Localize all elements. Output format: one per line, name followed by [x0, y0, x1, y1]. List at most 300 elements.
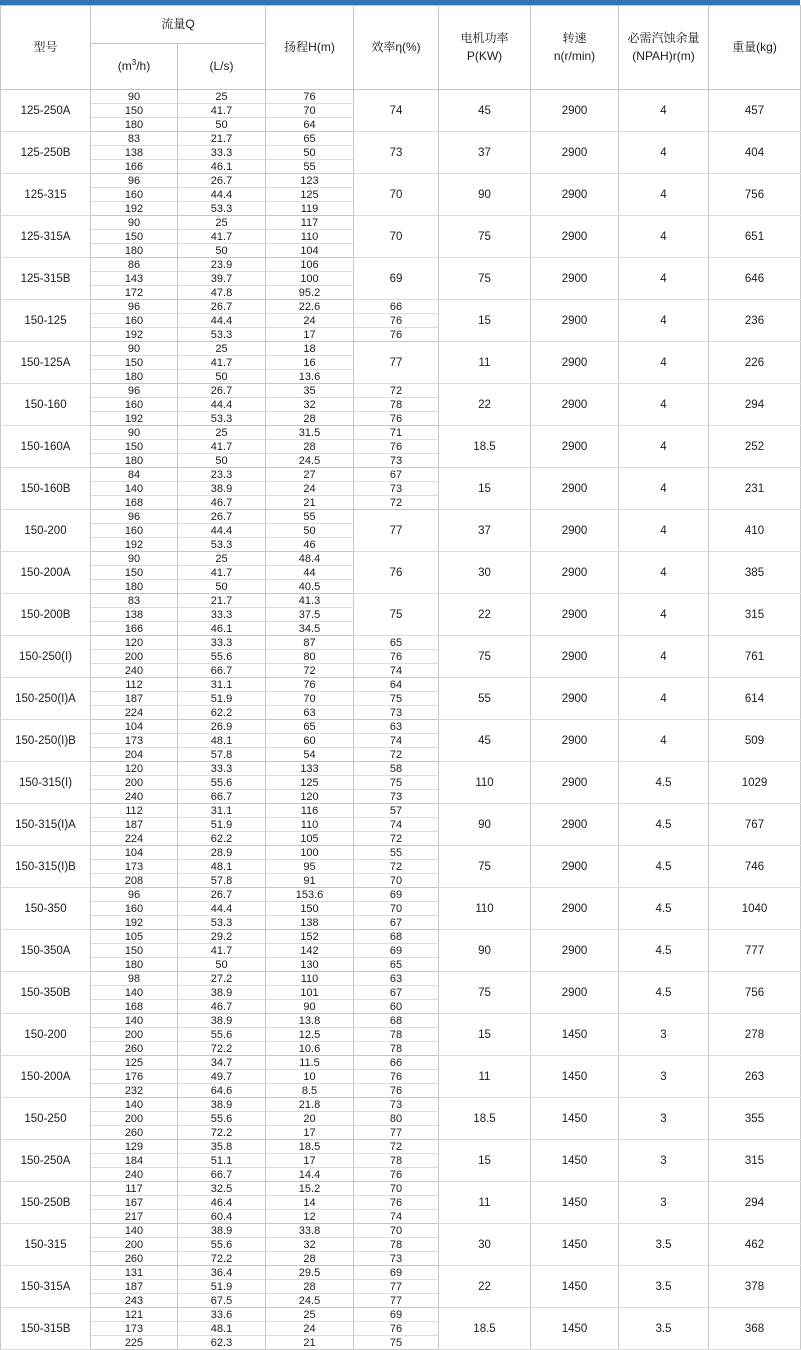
power-cell: 18.5 — [439, 1098, 531, 1140]
flow-m3h-cell: 90 — [91, 90, 178, 104]
flow-ls-cell: 26.7 — [178, 888, 266, 902]
efficiency-cell: 72 — [354, 748, 439, 762]
weight-cell: 404 — [709, 132, 801, 174]
speed-cell: 2900 — [531, 636, 619, 678]
flow-m3h-cell: 160 — [91, 398, 178, 412]
head-cell: 117 — [266, 216, 354, 230]
model-cell: 125-250B — [1, 132, 91, 174]
model-cell: 150-315(I) — [1, 762, 91, 804]
head-cell: 17 — [266, 1126, 354, 1140]
flow-ls-cell: 33.3 — [178, 146, 266, 160]
weight-cell: 378 — [709, 1266, 801, 1308]
weight-cell: 1029 — [709, 762, 801, 804]
power-cell: 18.5 — [439, 1308, 531, 1350]
flow-ls-cell: 53.3 — [178, 328, 266, 342]
efficiency-cell: 76 — [354, 1168, 439, 1182]
flow-ls-cell: 50 — [178, 580, 266, 594]
efficiency-cell: 73 — [354, 790, 439, 804]
model-cell: 150-125A — [1, 342, 91, 384]
flow-m3h-cell: 160 — [91, 188, 178, 202]
table-row — [1, 258, 801, 272]
model-cell: 150-200 — [1, 1014, 91, 1056]
model-cell: 150-200B — [1, 594, 91, 636]
flow-ls-cell: 64.6 — [178, 1084, 266, 1098]
weight-cell: 777 — [709, 930, 801, 972]
power-cell: 22 — [439, 384, 531, 426]
flow-m3h-cell: 125 — [91, 1056, 178, 1070]
efficiency-cell: 66 — [354, 1056, 439, 1070]
flow-ls-cell: 25 — [178, 90, 266, 104]
flow-m3h-cell: 150 — [91, 566, 178, 580]
head-cell: 27 — [266, 468, 354, 482]
table-row — [1, 468, 801, 482]
model-cell: 150-125 — [1, 300, 91, 342]
power-cell: 22 — [439, 1266, 531, 1308]
flow-m3h-cell: 240 — [91, 790, 178, 804]
flow-ls-cell: 66.7 — [178, 790, 266, 804]
efficiency-cell: 67 — [354, 986, 439, 1000]
efficiency-cell: 57 — [354, 804, 439, 818]
table-row — [1, 90, 801, 104]
model-cell: 150-160B — [1, 468, 91, 510]
header-power-line1: 电机功率 — [460, 31, 509, 46]
flow-m3h-cell: 90 — [91, 426, 178, 440]
table-row — [1, 636, 801, 650]
flow-ls-cell: 26.7 — [178, 174, 266, 188]
flow-ls-cell: 31.1 — [178, 678, 266, 692]
head-cell: 29.5 — [266, 1266, 354, 1280]
efficiency-cell: 68 — [354, 930, 439, 944]
flow-ls-cell: 50 — [178, 958, 266, 972]
speed-cell: 2900 — [531, 510, 619, 552]
npsh-cell: 4 — [619, 90, 709, 132]
table-row — [1, 384, 801, 398]
flow-m3h-cell: 96 — [91, 300, 178, 314]
head-cell: 24.5 — [266, 454, 354, 468]
npsh-cell: 3.5 — [619, 1224, 709, 1266]
flow-ls-cell: 33.3 — [178, 608, 266, 622]
head-cell: 18.5 — [266, 1140, 354, 1154]
flow-m3h-cell: 187 — [91, 692, 178, 706]
flow-m3h-cell: 173 — [91, 860, 178, 874]
head-cell: 65 — [266, 720, 354, 734]
efficiency-cell: 76 — [354, 1070, 439, 1084]
head-cell: 25 — [266, 1308, 354, 1322]
efficiency-cell: 65 — [354, 636, 439, 650]
flow-m3h-cell: 120 — [91, 762, 178, 776]
flow-ls-cell: 44.4 — [178, 398, 266, 412]
flow-m3h-cell: 96 — [91, 384, 178, 398]
weight-cell: 614 — [709, 678, 801, 720]
head-cell: 40.5 — [266, 580, 354, 594]
efficiency-cell: 78 — [354, 1154, 439, 1168]
efficiency-cell: 73 — [354, 132, 439, 174]
efficiency-cell: 69 — [354, 258, 439, 300]
header-flow-ls: (L/s) — [178, 44, 266, 90]
table-body — [1, 90, 801, 1350]
npsh-cell: 4 — [619, 384, 709, 426]
npsh-cell: 4.5 — [619, 930, 709, 972]
flow-ls-cell: 72.2 — [178, 1126, 266, 1140]
efficiency-cell: 77 — [354, 1126, 439, 1140]
power-cell: 37 — [439, 132, 531, 174]
npsh-cell: 3 — [619, 1182, 709, 1224]
flow-ls-cell: 49.7 — [178, 1070, 266, 1084]
model-cell: 150-315 — [1, 1224, 91, 1266]
header-row-1 — [1, 6, 801, 44]
head-cell: 110 — [266, 230, 354, 244]
flow-m3h-pre: (m — [117, 59, 132, 74]
flow-m3h-cell: 131 — [91, 1266, 178, 1280]
table-row — [1, 804, 801, 818]
power-cell: 11 — [439, 342, 531, 384]
flow-m3h-cell: 112 — [91, 678, 178, 692]
flow-ls-cell: 55.6 — [178, 1238, 266, 1252]
header-flow-m3h — [91, 44, 178, 90]
weight-cell: 761 — [709, 636, 801, 678]
flow-m3h-cell: 104 — [91, 846, 178, 860]
head-cell: 106 — [266, 258, 354, 272]
head-cell: 13.6 — [266, 370, 354, 384]
model-cell: 150-250(I) — [1, 636, 91, 678]
power-cell: 75 — [439, 972, 531, 1014]
flow-ls-cell: 44.4 — [178, 902, 266, 916]
speed-cell: 2900 — [531, 720, 619, 762]
flow-m3h-cell: 232 — [91, 1084, 178, 1098]
model-cell: 150-250(I)B — [1, 720, 91, 762]
npsh-cell: 4.5 — [619, 846, 709, 888]
head-cell: 15.2 — [266, 1182, 354, 1196]
head-cell: 76 — [266, 90, 354, 104]
npsh-cell: 4 — [619, 636, 709, 678]
power-cell: 11 — [439, 1182, 531, 1224]
efficiency-cell: 75 — [354, 594, 439, 636]
efficiency-cell: 70 — [354, 874, 439, 888]
header-efficiency: 效率η(%) — [354, 6, 439, 90]
flow-ls-cell: 44.4 — [178, 524, 266, 538]
flow-m3h-cell: 138 — [91, 608, 178, 622]
head-cell: 20 — [266, 1112, 354, 1126]
head-cell: 32 — [266, 398, 354, 412]
speed-cell: 2900 — [531, 846, 619, 888]
flow-ls-cell: 33.3 — [178, 636, 266, 650]
flow-m3h-cell: 117 — [91, 1182, 178, 1196]
head-cell: 17 — [266, 1154, 354, 1168]
flow-ls-cell: 66.7 — [178, 664, 266, 678]
head-cell: 110 — [266, 818, 354, 832]
speed-cell: 1450 — [531, 1308, 619, 1350]
flow-ls-cell: 26.7 — [178, 300, 266, 314]
power-cell: 15 — [439, 300, 531, 342]
npsh-cell: 4 — [619, 720, 709, 762]
efficiency-cell: 65 — [354, 958, 439, 972]
flow-m3h-cell: 240 — [91, 664, 178, 678]
weight-cell: 385 — [709, 552, 801, 594]
efficiency-cell: 73 — [354, 454, 439, 468]
header-npsh — [619, 6, 709, 90]
flow-ls-cell: 55.6 — [178, 650, 266, 664]
efficiency-cell: 74 — [354, 90, 439, 132]
head-cell: 28 — [266, 1280, 354, 1294]
speed-cell: 2900 — [531, 678, 619, 720]
flow-ls-cell: 67.5 — [178, 1294, 266, 1308]
flow-ls-cell: 55.6 — [178, 1028, 266, 1042]
head-cell: 10 — [266, 1070, 354, 1084]
flow-m3h-cell: 192 — [91, 328, 178, 342]
flow-m3h-cell: 90 — [91, 552, 178, 566]
efficiency-cell: 60 — [354, 1000, 439, 1014]
model-cell: 150-350B — [1, 972, 91, 1014]
head-cell: 12 — [266, 1210, 354, 1224]
flow-m3h-cell: 184 — [91, 1154, 178, 1168]
flow-ls-cell: 51.1 — [178, 1154, 266, 1168]
efficiency-cell: 69 — [354, 944, 439, 958]
flow-ls-cell: 26.7 — [178, 510, 266, 524]
model-cell: 150-200 — [1, 510, 91, 552]
npsh-cell: 4 — [619, 174, 709, 216]
flow-m3h-cell: 224 — [91, 832, 178, 846]
flow-ls-cell: 28.9 — [178, 846, 266, 860]
efficiency-cell: 72 — [354, 384, 439, 398]
flow-m3h-cell: 180 — [91, 958, 178, 972]
head-cell: 110 — [266, 972, 354, 986]
efficiency-cell: 70 — [354, 902, 439, 916]
flow-ls-cell: 62.2 — [178, 832, 266, 846]
model-cell: 150-350A — [1, 930, 91, 972]
table-row — [1, 552, 801, 566]
flow-ls-cell: 44.4 — [178, 314, 266, 328]
head-cell: 54 — [266, 748, 354, 762]
flow-ls-cell: 29.2 — [178, 930, 266, 944]
flow-m3h-cell: 167 — [91, 1196, 178, 1210]
model-cell: 150-315(I)B — [1, 846, 91, 888]
model-cell: 150-250B — [1, 1182, 91, 1224]
weight-cell: 651 — [709, 216, 801, 258]
flow-m3h-cell: 84 — [91, 468, 178, 482]
speed-cell: 2900 — [531, 132, 619, 174]
weight-cell: 1040 — [709, 888, 801, 930]
efficiency-cell: 73 — [354, 706, 439, 720]
weight-cell: 252 — [709, 426, 801, 468]
head-cell: 120 — [266, 790, 354, 804]
model-cell: 150-250A — [1, 1140, 91, 1182]
flow-m3h-cell: 243 — [91, 1294, 178, 1308]
efficiency-cell: 63 — [354, 972, 439, 986]
speed-cell: 1450 — [531, 1182, 619, 1224]
head-cell: 116 — [266, 804, 354, 818]
flow-m3h-cell: 200 — [91, 1238, 178, 1252]
flow-ls-cell: 46.1 — [178, 160, 266, 174]
head-cell: 72 — [266, 664, 354, 678]
weight-cell: 746 — [709, 846, 801, 888]
flow-ls-cell: 38.9 — [178, 1098, 266, 1112]
efficiency-cell: 72 — [354, 1140, 439, 1154]
head-cell: 17 — [266, 328, 354, 342]
flow-ls-cell: 55.6 — [178, 776, 266, 790]
efficiency-cell: 72 — [354, 860, 439, 874]
speed-cell: 1450 — [531, 1014, 619, 1056]
speed-cell: 2900 — [531, 426, 619, 468]
speed-cell: 2900 — [531, 972, 619, 1014]
head-cell: 11.5 — [266, 1056, 354, 1070]
speed-cell: 2900 — [531, 258, 619, 300]
table-row — [1, 1014, 801, 1028]
efficiency-cell: 76 — [354, 412, 439, 426]
head-cell: 14.4 — [266, 1168, 354, 1182]
efficiency-cell: 75 — [354, 692, 439, 706]
power-cell: 45 — [439, 720, 531, 762]
flow-m3h-cell: 180 — [91, 244, 178, 258]
efficiency-cell: 76 — [354, 314, 439, 328]
power-cell: 110 — [439, 762, 531, 804]
power-cell: 75 — [439, 846, 531, 888]
speed-cell: 1450 — [531, 1056, 619, 1098]
flow-ls-cell: 55.6 — [178, 1112, 266, 1126]
model-cell: 125-250A — [1, 90, 91, 132]
flow-ls-cell: 35.8 — [178, 1140, 266, 1154]
efficiency-cell: 78 — [354, 1238, 439, 1252]
efficiency-cell: 76 — [354, 440, 439, 454]
npsh-cell: 3.5 — [619, 1308, 709, 1350]
flow-ls-cell: 53.3 — [178, 202, 266, 216]
table-row — [1, 132, 801, 146]
model-cell: 150-250(I)A — [1, 678, 91, 720]
table-row — [1, 1182, 801, 1196]
flow-ls-cell: 46.1 — [178, 622, 266, 636]
npsh-cell: 4 — [619, 510, 709, 552]
efficiency-cell: 72 — [354, 496, 439, 510]
table-row — [1, 1224, 801, 1238]
model-cell: 150-350 — [1, 888, 91, 930]
flow-m3h-cell: 192 — [91, 202, 178, 216]
power-cell: 45 — [439, 90, 531, 132]
efficiency-cell: 78 — [354, 398, 439, 412]
speed-cell: 2900 — [531, 300, 619, 342]
flow-m3h-cell: 240 — [91, 1168, 178, 1182]
weight-cell: 263 — [709, 1056, 801, 1098]
flow-m3h-cell: 173 — [91, 1322, 178, 1336]
model-cell: 150-200A — [1, 552, 91, 594]
flow-ls-cell: 72.2 — [178, 1042, 266, 1056]
head-cell: 70 — [266, 104, 354, 118]
header-power-line2: P(KW) — [466, 48, 503, 63]
efficiency-cell: 69 — [354, 1308, 439, 1322]
weight-cell: 226 — [709, 342, 801, 384]
flow-ls-cell: 44.4 — [178, 188, 266, 202]
flow-m3h-cell: 140 — [91, 482, 178, 496]
head-cell: 104 — [266, 244, 354, 258]
power-cell: 90 — [439, 174, 531, 216]
flow-ls-cell: 66.7 — [178, 1168, 266, 1182]
header-flow: 流量Q — [91, 6, 266, 44]
flow-m3h-cell: 260 — [91, 1252, 178, 1266]
npsh-cell: 4 — [619, 552, 709, 594]
weight-cell: 509 — [709, 720, 801, 762]
flow-m3h-cell: 180 — [91, 370, 178, 384]
npsh-cell: 3 — [619, 1098, 709, 1140]
flow-m3h-cell: 143 — [91, 272, 178, 286]
speed-cell: 1450 — [531, 1140, 619, 1182]
flow-ls-cell: 25 — [178, 216, 266, 230]
head-cell: 37.5 — [266, 608, 354, 622]
weight-cell: 756 — [709, 174, 801, 216]
table-row — [1, 300, 801, 314]
head-cell: 8.5 — [266, 1084, 354, 1098]
efficiency-cell: 69 — [354, 888, 439, 902]
flow-m3h-cell: 83 — [91, 594, 178, 608]
flow-ls-cell: 41.7 — [178, 230, 266, 244]
head-cell: 130 — [266, 958, 354, 972]
flow-m3h-cell: 160 — [91, 524, 178, 538]
power-cell: 30 — [439, 1224, 531, 1266]
flow-ls-cell: 53.3 — [178, 538, 266, 552]
table-row — [1, 1308, 801, 1322]
flow-ls-cell: 25 — [178, 552, 266, 566]
flow-ls-cell: 41.7 — [178, 356, 266, 370]
flow-ls-cell: 72.2 — [178, 1252, 266, 1266]
flow-ls-cell: 25 — [178, 426, 266, 440]
efficiency-cell: 76 — [354, 650, 439, 664]
flow-m3h-cell: 90 — [91, 342, 178, 356]
head-cell: 31.5 — [266, 426, 354, 440]
power-cell: 11 — [439, 1056, 531, 1098]
flow-m3h-cell: 104 — [91, 720, 178, 734]
flow-m3h-cell: 187 — [91, 818, 178, 832]
speed-cell: 2900 — [531, 930, 619, 972]
efficiency-cell: 67 — [354, 468, 439, 482]
flow-ls-cell: 41.7 — [178, 944, 266, 958]
power-cell: 18.5 — [439, 426, 531, 468]
flow-ls-cell: 41.7 — [178, 104, 266, 118]
weight-cell: 462 — [709, 1224, 801, 1266]
speed-cell: 1450 — [531, 1224, 619, 1266]
table-row — [1, 342, 801, 356]
flow-m3h-cell: 96 — [91, 888, 178, 902]
table-row — [1, 594, 801, 608]
table-row — [1, 1266, 801, 1280]
weight-cell: 231 — [709, 468, 801, 510]
flow-m3h-cell: 168 — [91, 1000, 178, 1014]
weight-cell: 315 — [709, 594, 801, 636]
head-cell: 32 — [266, 1238, 354, 1252]
head-cell: 152 — [266, 930, 354, 944]
flow-m3h-cell: 150 — [91, 944, 178, 958]
table-row — [1, 762, 801, 776]
efficiency-cell: 55 — [354, 846, 439, 860]
head-cell: 65 — [266, 132, 354, 146]
model-cell: 150-315(I)A — [1, 804, 91, 846]
model-cell: 125-315A — [1, 216, 91, 258]
efficiency-cell: 70 — [354, 1224, 439, 1238]
flow-ls-cell: 38.9 — [178, 986, 266, 1000]
efficiency-cell: 75 — [354, 776, 439, 790]
flow-ls-cell: 33.6 — [178, 1308, 266, 1322]
flow-ls-cell: 50 — [178, 370, 266, 384]
head-cell: 55 — [266, 160, 354, 174]
weight-cell: 368 — [709, 1308, 801, 1350]
flow-ls-cell: 38.9 — [178, 1014, 266, 1028]
flow-m3h-cell: 129 — [91, 1140, 178, 1154]
model-cell: 125-315 — [1, 174, 91, 216]
efficiency-cell: 74 — [354, 1210, 439, 1224]
flow-m3h-cell: 200 — [91, 1028, 178, 1042]
efficiency-cell: 77 — [354, 510, 439, 552]
flow-m3h-cell: 217 — [91, 1210, 178, 1224]
head-cell: 87 — [266, 636, 354, 650]
flow-ls-cell: 21.7 — [178, 132, 266, 146]
power-cell: 75 — [439, 258, 531, 300]
efficiency-cell: 76 — [354, 552, 439, 594]
